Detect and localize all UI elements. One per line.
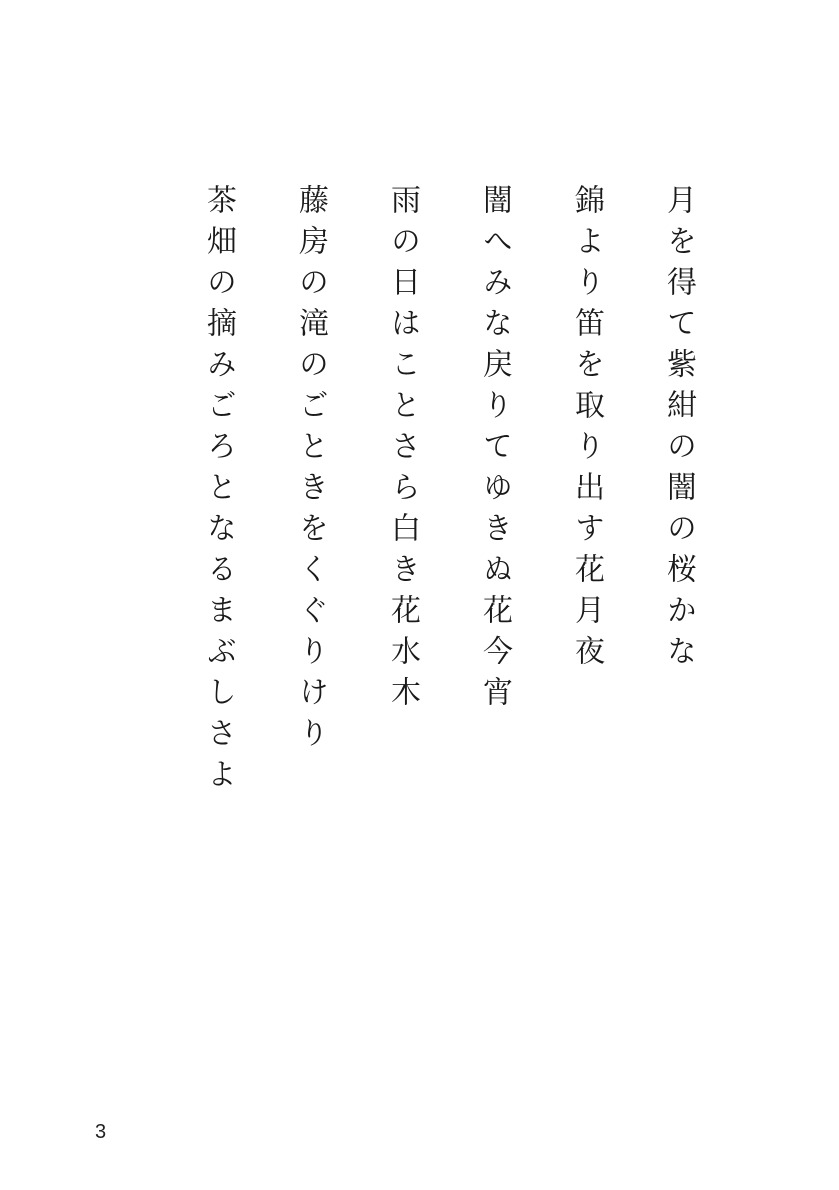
haiku-line: 茶畑の摘みごろとなるまぶしさよ — [201, 184, 236, 799]
haiku-line: 月を得て紫紺の闇の桜かな — [661, 184, 696, 676]
haiku-line: 錦より笛を取り出す花月夜 — [569, 184, 604, 676]
page-number: 3 — [95, 1121, 107, 1143]
haiku-line: 藤房の滝のごときをくぐりけり — [293, 184, 328, 758]
haiku-line: 雨の日はことさら白き花水木 — [385, 184, 420, 717]
haiku-column-group — [193, 184, 703, 804]
haiku-line: 闇へみな戻りてゆきぬ花今宵 — [477, 184, 512, 717]
